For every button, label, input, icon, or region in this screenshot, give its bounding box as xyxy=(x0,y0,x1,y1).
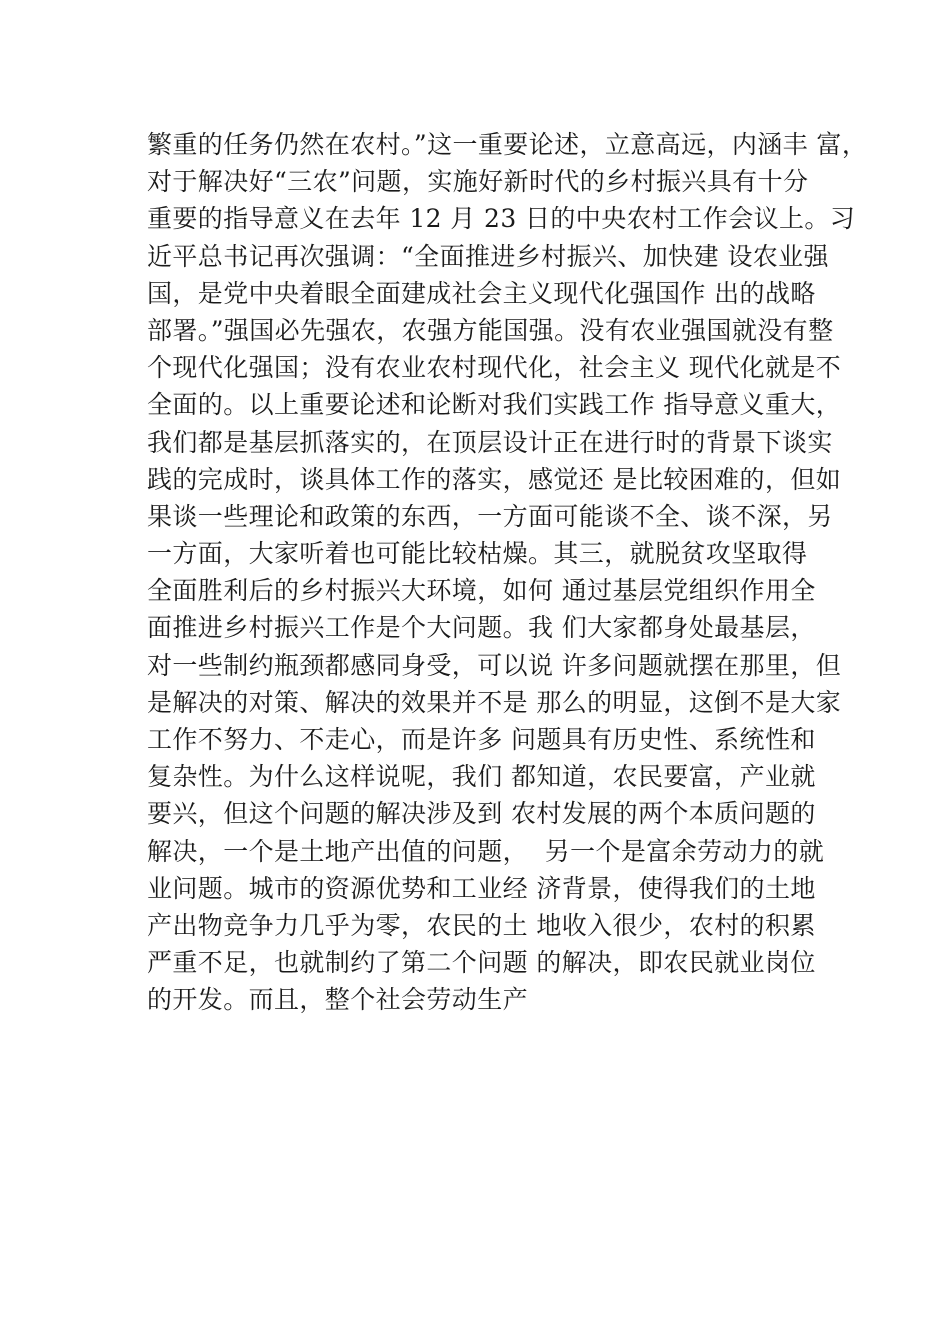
text-line: 面推进乡村振兴工作是个大问题。我 们大家都身处最基层， xyxy=(147,613,816,643)
text-line: 我们都是基层抓落实的，在顶层设计正在进行时的背景下谈实 xyxy=(147,427,833,457)
text-line: 全面的。以上重要论述和论断对我们实践工作 指导意义重大， xyxy=(147,390,842,420)
text-line: 践的完成时，谈具体工作的落实，感觉还 是比较困难的，但如 xyxy=(147,464,842,494)
text-line: 的开发。而且，整个社会劳动生产 xyxy=(147,985,529,1015)
text-line: 是解决的对策、解决的效果并不是 那么的明显，这倒不是大家 xyxy=(147,687,842,717)
text-line: 部署。”强国必先强农，农强方能国强。没有农业强国就没有整 xyxy=(147,315,834,345)
text-line: 对于解决好“三农”问题，实施好新时代的乡村振兴具有十分 xyxy=(147,167,809,197)
text-line: 果谈一些理论和政策的东西，一方面可能谈不全、谈不深，另 xyxy=(147,501,833,531)
text-line: 全面胜利后的乡村振兴大环境，如何 通过基层党组织作用全 xyxy=(147,576,816,606)
text-line: 近平总书记再次强调：“全面推进乡村振兴、加快建 设农业强 xyxy=(147,241,829,271)
text-line: 产出物竞争力几乎为零，农民的土 地收入很少，农村的积累 xyxy=(147,910,816,940)
text-line: 业问题。城市的资源优势和工业经 济背景，使得我们的土地 xyxy=(147,873,816,903)
text-line: 解决，一个是土地产出值的问题， 另一个是富余劳动力的就 xyxy=(147,836,825,866)
text-line: 严重不足，也就制约了第二个问题 的解决，即农民就业岗位 xyxy=(147,948,816,978)
text-line: 繁重的任务仍然在农村。”这一重要论述，立意高远，内涵丰 富， xyxy=(147,130,868,159)
text-line: 工作不努力、不走心，而是许多 问题具有历史性、系统性和 xyxy=(147,725,816,754)
text-line: 重要的指导意义在去年 12 月 23 日的中央农村工作会议上。习 xyxy=(147,204,856,234)
text-line: 一方面，大家听着也可能比较枯燥。其三，就脱贫攻坚取得 xyxy=(147,539,808,569)
text-line: 要兴，但这个问题的解决涉及到 农村发展的两个本质问题的 xyxy=(147,799,816,829)
text-line: 个现代化强国；没有农业农村现代化，社会主义 现代化就是不 xyxy=(147,353,842,383)
text-line: 复杂性。为什么这样说呢，我们 都知道，农民要富，产业就 xyxy=(147,762,816,792)
text-line: 国，是党中央着眼全面建成社会主义现代化强国作 出的战略 xyxy=(147,278,816,308)
body-text xyxy=(147,126,868,1019)
text-line: 对一些制约瓶颈都感同身受，可以说 许多问题就摆在那里，但 xyxy=(147,650,842,680)
